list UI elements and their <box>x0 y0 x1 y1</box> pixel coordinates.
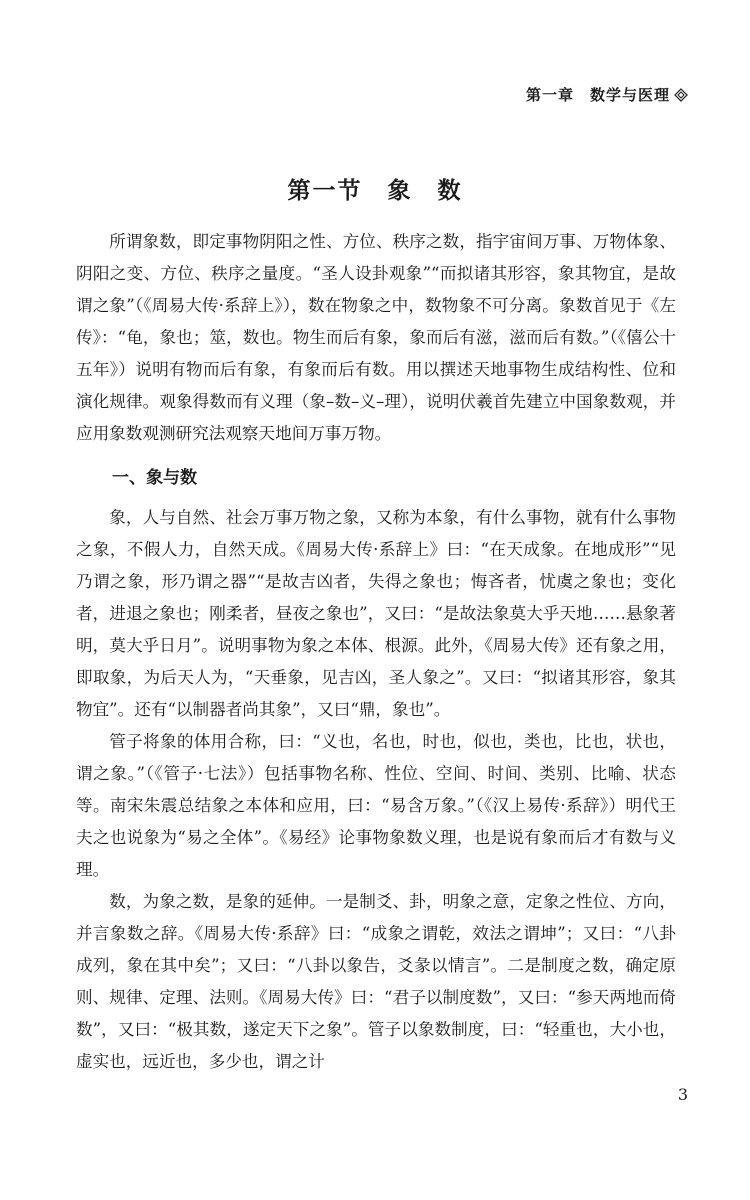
page-body <box>76 226 676 1078</box>
section-title: 第一节 象 数 <box>287 178 463 204</box>
running-head <box>526 84 688 105</box>
diamond-ornament-icon <box>674 88 688 102</box>
subsection-heading: 一、象与数 <box>112 468 197 488</box>
body-paragraph-3: 数，为象之数，是象的延伸。一是制爻、卦，明象之意，定象之性位、方向，并言象数之辞。《周易大传·系辞》曰：“成象之谓乾，效法之谓坤”；又曰：“八卦成列，象在其中矣”；又曰：“八卦以象告，爻彖以情言”。二是制度之数，确定原则、规律、定理、法则。《周易大传》曰：“君子以制度数”，又曰：“参天两地而倚数”，又曰：“极其数，遂定天下之象”。管子以象数制度，曰：“轻重也，大小也，虚实也，远近也，多少也，谓之计 <box>76 892 676 1071</box>
intro-paragraph: 所谓象数，即定事物阴阳之性、方位、秩序之数，指宇宙间万事、万物体象、阴阳之变、方位、秩序之量度。“圣人设卦观象”“而拟诸其形容，象其物宜，是故谓之象”（《周易大传·系辞上》），数在物象之中，数物象不可分离。象数首见于《左传》：“龟，象也；筮，数也。物生而后有象，象而后有滋，滋而后有数。”（《僖公十五年》）说明有物而后有象，有象而后有数。用以撰述天地事物生成结构性、位和演化规律。观象得数而有义理（象–数–义–理），说明伏羲首先建立中国象数观，并应用象数观测研究法观察天地间万事万物。 <box>76 232 676 443</box>
running-head-title: 第一章 数学与医理 <box>525 86 670 104</box>
body-paragraph-2: 管子将象的体用合称，曰：“义也，名也，时也，似也，类也，比也，状也，谓之象。”（《管子·七法》）包括事物名称、性位、空间、时间、类别、比喻、状态等。南宋朱震总结象之本体和应用，曰：“易含万象。”（《汉上易传·系辞》）明代王夫之也说象为“易之全体”。《易经》论事物象数义理，也是说有象而后才有数与义理。 <box>76 732 676 879</box>
page-number: 3 <box>677 1085 688 1104</box>
body-paragraph-1: 象，人与自然、社会万事万物之象，又称为本象，有什么事物，就有什么事物之象，不假人力，自然天成。《周易大传·系辞上》曰：“在天成象。在地成形”“见乃谓之象，形乃谓之器”“是故吉凶者，失得之象也；悔吝者，忧虞之象也；变化者，进退之象也；刚柔者，昼夜之象也”，又曰：“是故法象莫大乎天地……悬象著明，莫大乎日月”。说明事物为象之本体、根源。此外，《周易大传》还有象之用，即取象，为后天人为，“天垂象，见吉凶，圣人象之”。又曰：“拟诸其形容，象其物宜”。还有“以制器者尚其象”，又曰“鼎，象也”。 <box>76 508 676 719</box>
